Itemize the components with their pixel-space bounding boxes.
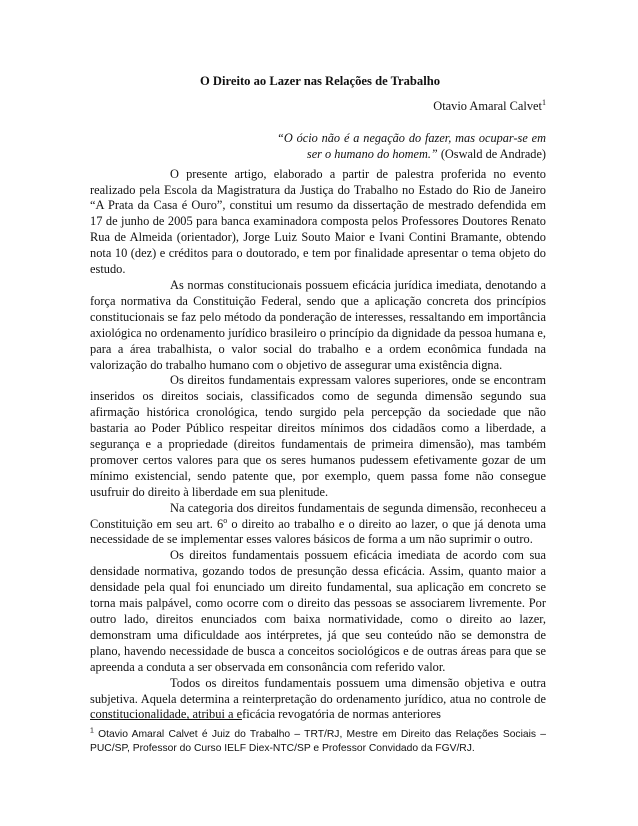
- document-title: O Direito ao Lazer nas Relações de Trabalho: [199, 74, 441, 88]
- document-body: [90, 74, 546, 723]
- footnote-separator: [90, 719, 242, 720]
- ordinal-marker: o: [223, 515, 228, 525]
- paragraph-4-start: Na categoria dos direitos fundamentais de segunda dimensão, reconheceu a Constituição em seu art. 6: [90, 500, 546, 531]
- paragraph-6: Todos os direitos fundamentais possuem uma dimensão objetiva e outra subjetiva. Aquela determina a reinterpretação do ordenamento jurídico, atua no controle de constitucionalidade, atribui a eficácia revogatória de normas anteriores: [90, 675, 546, 722]
- epigraph-quote: “O ócio não é a negação do fazer, mas ocupar-se em ser o humano do homem.”: [277, 130, 546, 161]
- paragraph-4: [90, 501, 546, 549]
- paragraph-5: Os direitos fundamentais possuem eficácia imediata de acordo com sua densidade normativa, gozando todos de presunção dessa eficácia. Assim, quanto maior a densidade pela qual foi enunciado um direito fundamental, sua aplicação em concreto se torna mais palpável, como ocorre com o direito das pessoas se associarem livremente. Por outro lado, direitos enunciados com baixa normatividade, como o direito ao lazer, demonstram uma dificuldade aos intérpretes, já que seu conteúdo não se demonstra de plano, havendo necessidade de busca a conceitos sociológicos e de outras áreas para que se apreenda a conduta a ser observada em consonância com referido valor.: [90, 548, 546, 674]
- epigraph-attribution: (Oswald de Andrade): [440, 146, 546, 161]
- paragraph-2: As normas constitucionais possuem eficácia jurídica imediata, denotando a força normativa da Constituição Federal, sendo que a aplicação concreta dos princípios constitucionais se faz pelo método da ponderação de interesses, ressaltando em importância axiológica no ordenamento jurídico brasileiro o princípio da dignidade da pessoa humana e, para a área trabalhista, o valor social do trabalho e a ordem econômica fundada na valorização do trabalho humano com o objetivo de assegurar uma existência digna.: [90, 277, 546, 372]
- author-footnote-marker: 1: [542, 97, 546, 107]
- footnote-marker: 1: [90, 727, 94, 735]
- paragraph-4-end: o direito ao trabalho e o direito ao lazer, o que já denota uma necessidade de se implementar esses valores básicos de forma a um não suprimir o outro.: [90, 516, 546, 547]
- footnote: [90, 728, 546, 755]
- epigraph: [277, 131, 546, 163]
- paragraph-1: O presente artigo, elaborado a partir de palestra proferida no evento realizado pela Escola da Magistratura da Justiça do Trabalho no Estado do Rio de Janeiro “A Prata da Casa é Ouro”, constitui um resumo da dissertação de mestrado defendida em 17 de junho de 2005 para banca examinadora composta pelos Professores Doutores Renato Rua de Almeida (orientador), Jorge Luiz Souto Maior e Ivani Contini Bramante, obtendo nota 10 (dez) e créditos para o doutorado, e tem por finalidade apresentar o tema objeto do estudo.: [90, 166, 546, 277]
- footnote-text: Otavio Amaral Calvet é Juiz do Trabalho – TRT/RJ, Mestre em Direito das Relações Sociais – PUC/SP, Professor do Curso IELF Diex-NTC/SP e Professor Convidado da FGV/RJ.: [90, 729, 546, 754]
- paragraph-3: Os direitos fundamentais expressam valores superiores, onde se encontram inseridos os direitos sociais, classificados como de segunda dimensão segundo sua afirmação histórica cronológica, tendo surgido pela percepção da sociedade que não bastaria ao Poder Público respeitar direitos mínimos dos cidadãos como a liberdade, a segurança e a propriedade (direitos fundamentais de primeira dimensão), mas também promover certos valores para que os seres humanos pudessem efetivamente gozar de um mínimo existencial, sendo patente que, por exemplo, quem passa fome não consegue usufruir do direito à liberdade em sua plenitude.: [90, 373, 546, 499]
- author-name: Otavio Amaral Calvet: [433, 98, 542, 113]
- author-line: [90, 99, 546, 115]
